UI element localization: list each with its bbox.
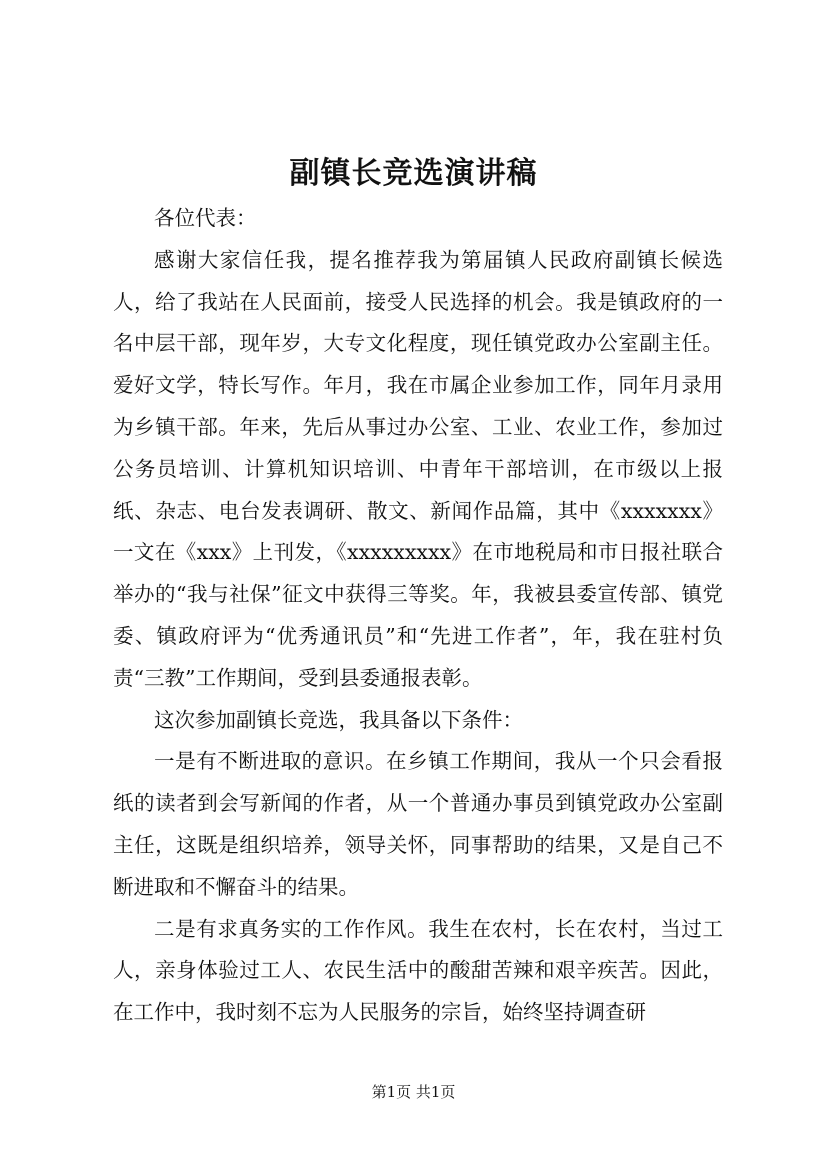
salutation-paragraph: 各位代表： — [154, 206, 257, 230]
introduction-paragraph: 感谢大家信任我，提名推荐我为第届镇人民政府副镇长候选人，给了我站在人民面前，接受人民选择的机会。我是镇政府的一名中层干部，现年岁，大专文化程度，现任镇党政办公室副主任。爱好文学，特长写作。年月，我在市属企业参加工作，同年月录用为乡镇干部。年来，先后从事过办公室、工业、农业工作，参加过公务员培训、计算机知识培训、中青年干部培训，在市级以上报纸、杂志、电台发表调研、散文、新闻作品篇，其中《xxxxxxx》一文在《xxx》上刊发，《xxxxxxxxx》在市地税局和市日报社联合举办的“我与社保”征文中获得三等奖。年，我被县委宣传部、镇党委、镇政府评为“优秀通讯员”和“先进工作者”，年，我在驻村负责“三教”工作期间，受到县委通报表彰。 — [113, 247, 723, 690]
document-title: 副镇长竞选演讲稿 — [289, 156, 538, 191]
condition-two-paragraph: 二是有求真务实的工作作风。我生在农村，长在农村，当过工人，亲身体验过工人、农民生活中的酸甜苦辣和艰辛疾苦。因此，在工作中，我时刻不忘为人民服务的宗旨，始终坚持调查研 — [113, 916, 723, 1025]
conditions-intro-paragraph: 这次参加副镇长竞选，我具备以下条件： — [154, 707, 523, 732]
document-body — [113, 198, 723, 1034]
condition-one-paragraph: 一是有不断进取的意识。在乡镇工作期间，我从一个只会看报纸的读者到会写新闻的作者，从一个普通办事员到镇党政办公室副主任，这既是组织培养，领导关怀，同事帮助的结果，又是自己不断进取和不懈奋斗的结果。 — [113, 749, 723, 899]
page-footer: 第1页 共1页 — [371, 1083, 456, 1101]
